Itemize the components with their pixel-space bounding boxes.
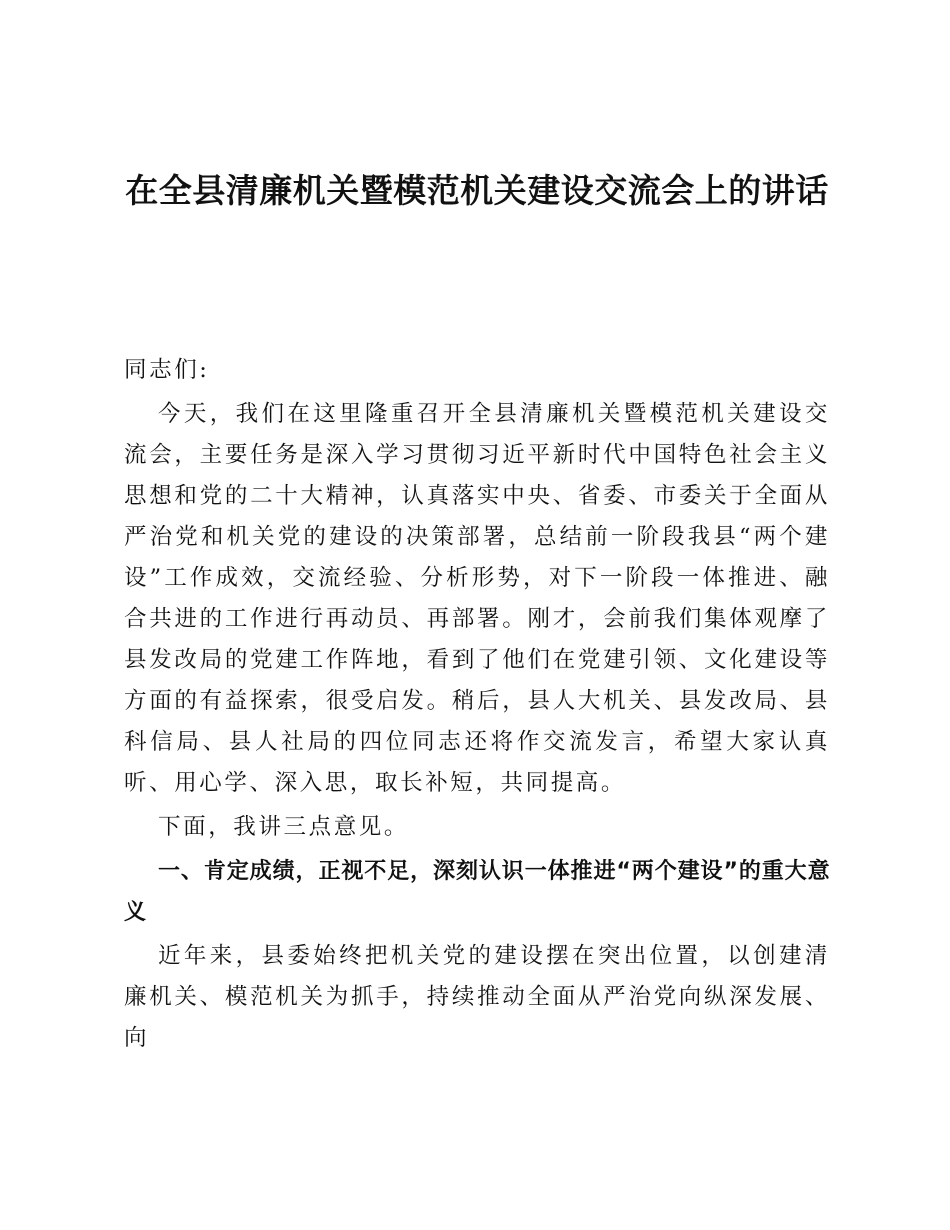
salutation: 同志们:	[124, 357, 210, 383]
section-heading-one: 一、肯定成绩，正视不足，深刻认识一体推进“两个建设”的重大意义	[124, 859, 830, 925]
document-title: 在全县清廉机关暨模范机关建设交流会上的讲话	[125, 171, 829, 210]
section-one-paragraph: 近年来，县委始终把机关党的建设摆在突出位置，以创建清廉机关、模范机关为抓手，持续推动全面从严治党向纵深发展、向	[124, 943, 830, 1051]
paragraph-three-points: 下面，我讲三点意见。	[158, 814, 410, 840]
document-body	[124, 350, 830, 1062]
paragraph-opening: 今天，我们在这里隆重召开全县清廉机关暨模范机关建设交流会，主要任务是深入学习贯彻习近平新时代中国特色社会主义思想和党的二十大精神，认真落实中央、省委、市委关于全面从严治党和机关党的建设的决策部署，总结前一阶段我县“两个建设”工作成效，交流经验、分析形势，对下一阶段一体推进、融合共进的工作进行再动员、再部署。刚才，会前我们集体观摩了县发改局的党建工作阵地，看到了他们在党建引领、文化建设等方面的有益探索，很受启发。稍后，县人大机关、县发改局、县科信局、县人社局的四位同志还将作交流发言，希望大家认真听、用心学、深入思，取长补短，共同提高。	[124, 401, 830, 796]
